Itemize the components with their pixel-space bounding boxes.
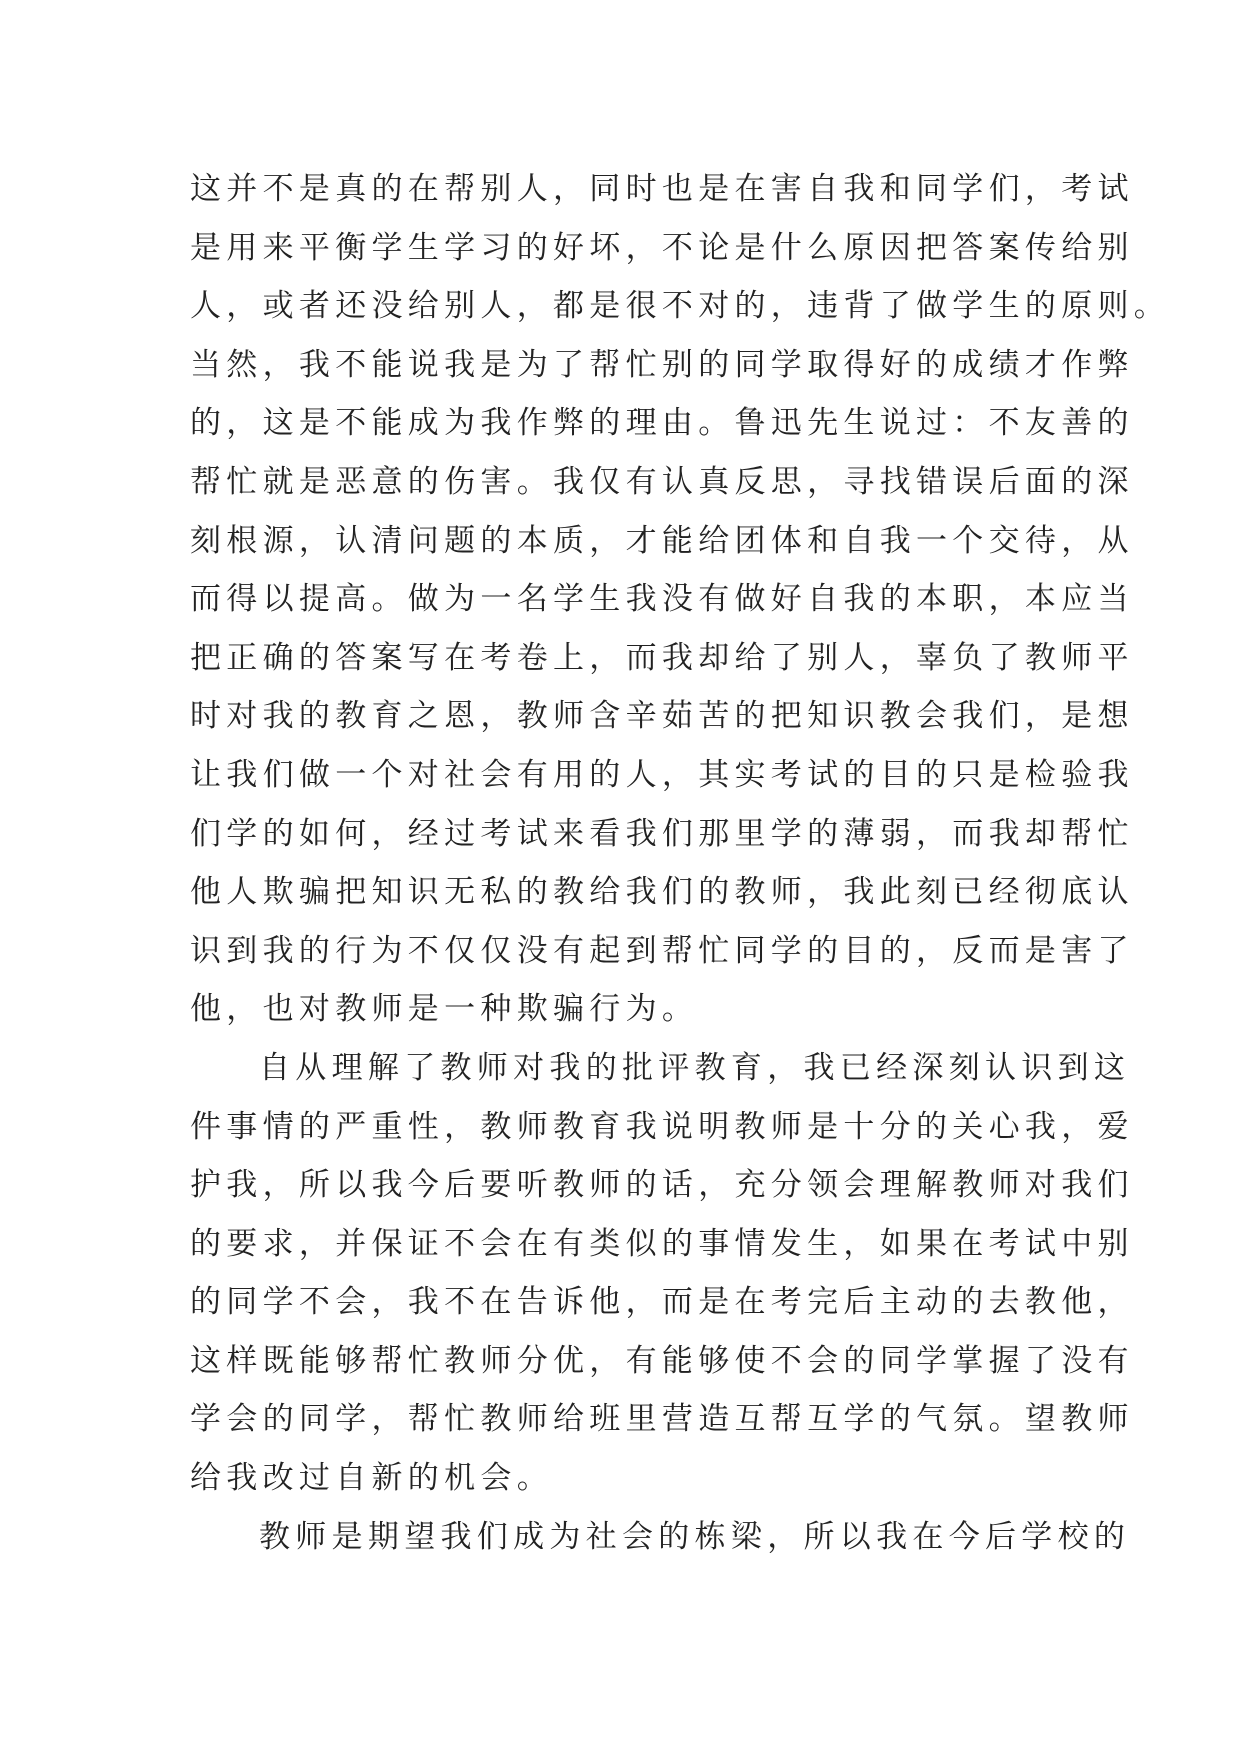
paragraph-p2 [190,1039,1134,1508]
text-line: 学会的同学，帮忙教师给班里营造互帮互学的气氛。望教师 [190,1401,1134,1438]
text-line: 这样既能够帮忙教师分优，有能够使不会的同学掌握了没有 [190,1342,1134,1379]
text-line: 给我改过自新的机会。 [190,1460,553,1497]
text-line: 的同学不会，我不在告诉他，而是在考完后主动的去教他， [190,1284,1134,1321]
text-line: 件事情的严重性，教师教育我说明教师是十分的关心我，爱 [190,1108,1134,1145]
text-line: 是用来平衡学生学习的好坏，不论是什么原因把答案传给别 [190,229,1134,266]
text-line: 帮忙就是恶意的伤害。我仅有认真反思，寻找错误后面的深 [190,463,1134,500]
text-line: 的要求，并保证不会在有类似的事情发生，如果在考试中别 [190,1225,1134,1262]
text-line: 时对我的教育之恩，教师含辛茹苦的把知识教会我们，是想 [190,698,1134,735]
text-line: 人，或者还没给别人，都是很不对的，违背了做学生的原则。 [190,288,1171,325]
paragraph-p1 [190,160,1171,1039]
text-line: 当然，我不能说我是为了帮忙别的同学取得好的成绩才作弊 [190,346,1134,383]
text-line: 他，也对教师是一种欺骗行为。 [190,991,699,1028]
text-line: 让我们做一个对社会有用的人，其实考试的目的只是检验我 [190,756,1134,793]
document-body [190,160,1171,1566]
text-line: 护我，所以我今后要听教师的话，充分领会理解教师对我们 [190,1167,1134,1204]
text-line: 这并不是真的在帮别人，同时也是在害自我和同学们，考试 [190,171,1134,207]
text-line: 自从理解了教师对我的批评教育，我已经深刻认识到这 [259,1049,1131,1086]
text-line: 识到我的行为不仅仅没有起到帮忙同学的目的，反而是害了 [190,932,1134,969]
text-line: 们学的如何，经过考试来看我们那里学的薄弱，而我却帮忙 [190,815,1134,852]
text-line: 的，这是不能成为我作弊的理由。鲁迅先生说过：不友善的 [190,405,1134,442]
text-line: 刻根源，认清问题的本质，才能给团体和自我一个交待，从 [190,522,1134,559]
text-line: 把正确的答案写在考卷上，而我却给了别人，辜负了教师平 [190,639,1134,676]
text-line: 而得以提高。做为一名学生我没有做好自我的本职，本应当 [190,581,1134,618]
paragraph-p3 [190,1508,1131,1567]
text-line: 他人欺骗把知识无私的教给我们的教师，我此刻已经彻底认 [190,874,1134,911]
text-line: 教师是期望我们成为社会的栋梁，所以我在今后学校的 [259,1518,1131,1555]
